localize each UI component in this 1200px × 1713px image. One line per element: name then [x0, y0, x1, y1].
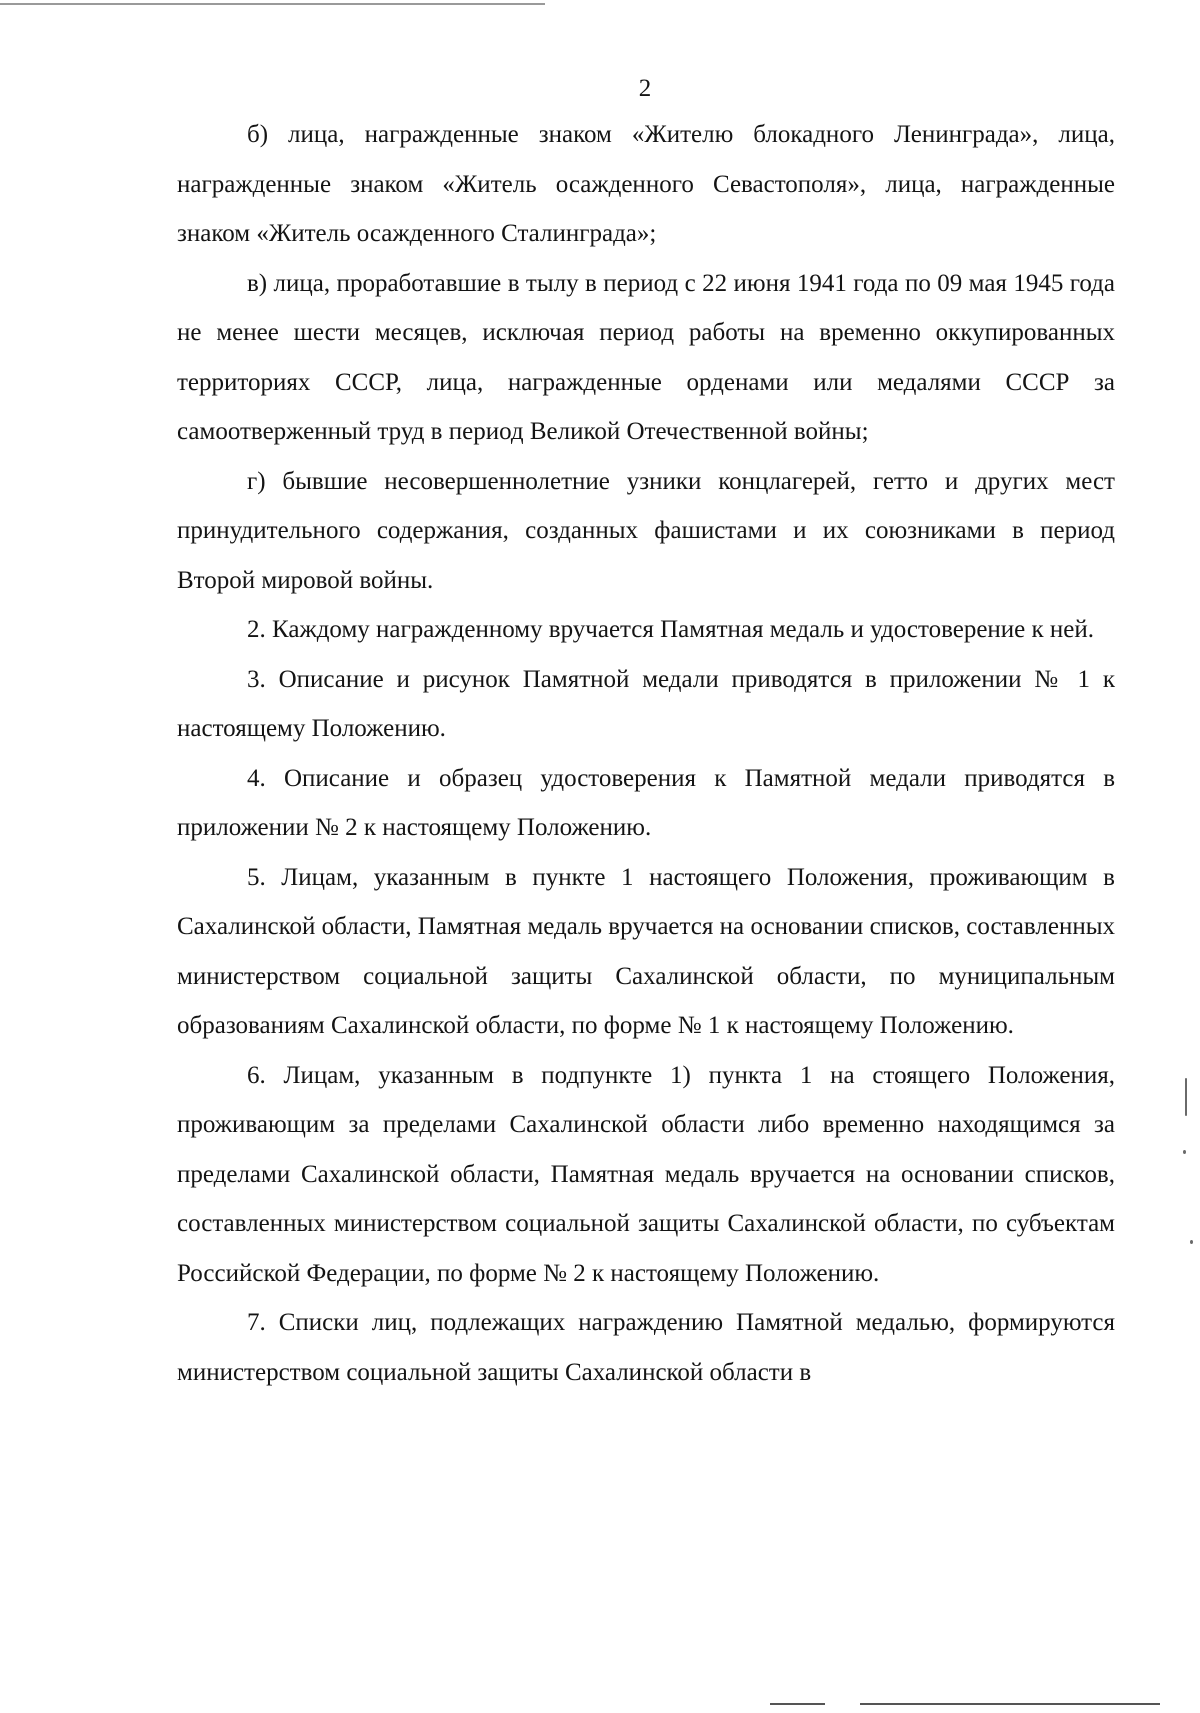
scan-artifact-speck — [1190, 1240, 1193, 1244]
paragraph-v: в) лица, проработавшие в тылу в период с 22 июня 1941 года по 09 мая 1945 года не менее шести месяцев, исключая период работы на временно оккупированных территориях СССР, лица, награжденные орденами или медалями СССР за самоотверженный труд в период Великой Отечественной войны; — [177, 269, 1115, 445]
scan-artifact-speck — [1185, 1078, 1187, 1116]
paragraph-5: 5. Лицам, указанным в пункте 1 настоящего Положения, проживающим в Сахалинской области, Памятная медаль вручается на основании списков, составленных министерством социальной защиты Сахалинской области, по муниципальным образованиям Сахалинской области, по форме № 1 к настоящему Положению. — [177, 863, 1115, 1039]
paragraph-3: 3. Описание и рисунок Памятной медали приводятся в приложении № 1 к настоящему Положению. — [177, 665, 1115, 742]
document-body — [177, 110, 1115, 1397]
paragraph-4: 4. Описание и образец удостоверения к Памятной медали приводятся в приложении № 2 к настоящему Положению. — [177, 764, 1115, 841]
paragraph-2: 2. Каждому награжденному вручается Памятная медаль и удостоверение к ней. — [247, 616, 1095, 643]
paragraph-b: б) лица, награжденные знаком «Жителю блокадного Ленинграда», лица, награжденные знаком «Житель осажденного Севастополя», лица, награжденные знаком «Житель осажденного Сталинграда»; — [177, 121, 1115, 247]
paragraph-g: г) бывшие несовершеннолетние узники концлагерей, гетто и других мест принудительного содержания, созданных фашистами и их союзниками в период Второй мировой войны. — [177, 467, 1115, 594]
scan-artifact-top-line — [0, 3, 545, 5]
paragraph-6: 6. Лицам, указанным в подпункте 1) пункта 1 на стоящего Положения, проживающим за пределами Сахалинской области либо временно находящимся за пределами Сахалинской области, Памятная медаль вручается на основании списков, составленных министерством социальной защиты Сахалинской области, по субъектам Российской Федерации, по форме № 2 к настоящему Положению. — [177, 1061, 1115, 1287]
page-number: 2 — [638, 75, 652, 102]
paragraph-7: 7. Списки лиц, подлежащих награждению Памятной медалью, формируются министерством социальной защиты Сахалинской области в — [177, 1309, 1115, 1386]
scan-artifact-bottom-line — [770, 1703, 825, 1705]
scan-artifact-speck — [1183, 1150, 1186, 1154]
scan-artifact-bottom-line — [860, 1703, 1160, 1705]
